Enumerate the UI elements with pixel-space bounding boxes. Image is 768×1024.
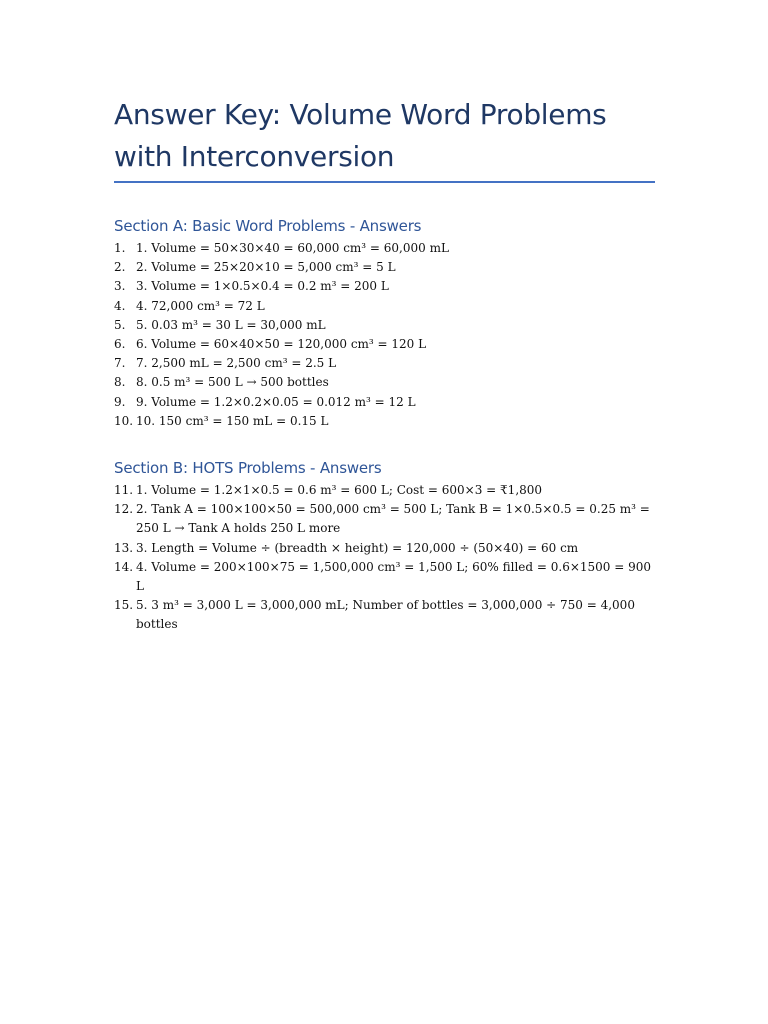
item-number: 12. bbox=[114, 502, 134, 517]
item-number: 9. bbox=[114, 394, 126, 409]
item-number: 5. bbox=[114, 317, 126, 332]
item-text: 3. Volume = 1×0.5×0.4 = 0.2 m³ = 200 L bbox=[136, 279, 389, 294]
item-text: 4. Volume = 200×100×75 = 1,500,000 cm³ = 1,500 L; 60% filled = 0.6×1500 = 900 L bbox=[136, 559, 655, 594]
list-item bbox=[114, 393, 656, 412]
list-item bbox=[114, 596, 656, 634]
item-number: 14. bbox=[114, 559, 134, 574]
section-b-answer-list bbox=[114, 481, 656, 635]
item-number: 3. bbox=[114, 279, 126, 294]
list-item bbox=[114, 354, 656, 373]
item-text: 4. 72,000 cm³ = 72 L bbox=[136, 298, 265, 313]
item-text: 8. 0.5 m³ = 500 L → 500 bottles bbox=[136, 375, 329, 390]
list-item bbox=[114, 539, 656, 558]
item-text: 6. Volume = 60×40×50 = 120,000 cm³ = 120 L bbox=[136, 337, 427, 352]
item-text: 2. Volume = 25×20×10 = 5,000 cm³ = 5 L bbox=[136, 260, 396, 275]
item-number: 15. bbox=[114, 598, 134, 613]
list-item bbox=[114, 277, 656, 296]
list-item bbox=[114, 335, 656, 354]
item-text: 3. Length = Volume ÷ (breadth × height) = 120,000 ÷ (50×40) = 60 cm bbox=[136, 540, 579, 555]
item-number: 2. bbox=[114, 260, 126, 275]
list-item bbox=[114, 258, 656, 277]
item-text: 1. Volume = 1.2×1×0.5 = 0.6 m³ = 600 L; Cost = 600×3 = ₹1,800 bbox=[136, 483, 543, 498]
item-number: 8. bbox=[114, 375, 126, 390]
title-underline bbox=[114, 181, 655, 183]
section-a-answer-list bbox=[114, 239, 656, 431]
item-text: 5. 3 m³ = 3,000 L = 3,000,000 mL; Number of bottles = 3,000,000 ÷ 750 = 4,000 bottles bbox=[136, 598, 639, 632]
item-number: 13. bbox=[114, 540, 134, 555]
section-a-heading: Section A: Basic Word Problems - Answers bbox=[114, 217, 422, 235]
item-number: 7. bbox=[114, 356, 126, 371]
list-item bbox=[114, 481, 656, 500]
item-number: 11. bbox=[114, 483, 134, 498]
item-text: 10. 150 cm³ = 150 mL = 0.15 L bbox=[136, 413, 329, 428]
item-text: 2. Tank A = 100×100×50 = 500,000 cm³ = 500 L; Tank B = 1×0.5×0.5 = 0.25 m³ = 250 L → Tank A holds 250 L more bbox=[136, 502, 654, 536]
list-item bbox=[114, 412, 656, 431]
item-text: 5. 0.03 m³ = 30 L = 30,000 mL bbox=[136, 317, 326, 332]
item-number: 10. bbox=[114, 413, 134, 428]
item-number: 1. bbox=[114, 241, 126, 255]
list-item bbox=[114, 500, 656, 538]
item-text: 9. Volume = 1.2×0.2×0.05 = 0.012 m³ = 12 L bbox=[136, 394, 416, 409]
list-item bbox=[114, 297, 656, 316]
item-text: 1. Volume = 50×30×40 = 60,000 cm³ = 60,000 mL bbox=[136, 241, 449, 255]
list-item bbox=[114, 316, 656, 335]
item-number: 6. bbox=[114, 337, 126, 352]
list-item bbox=[114, 239, 656, 258]
list-item bbox=[114, 373, 656, 392]
item-number: 4. bbox=[114, 298, 126, 313]
page-title: Answer Key: Volume Word Problems with Interconversion bbox=[114, 98, 607, 173]
document-page bbox=[114, 94, 656, 635]
section-b-heading: Section B: HOTS Problems - Answers bbox=[114, 459, 382, 478]
item-text: 7. 2,500 mL = 2,500 cm³ = 2.5 L bbox=[136, 356, 337, 371]
list-item bbox=[114, 558, 656, 596]
